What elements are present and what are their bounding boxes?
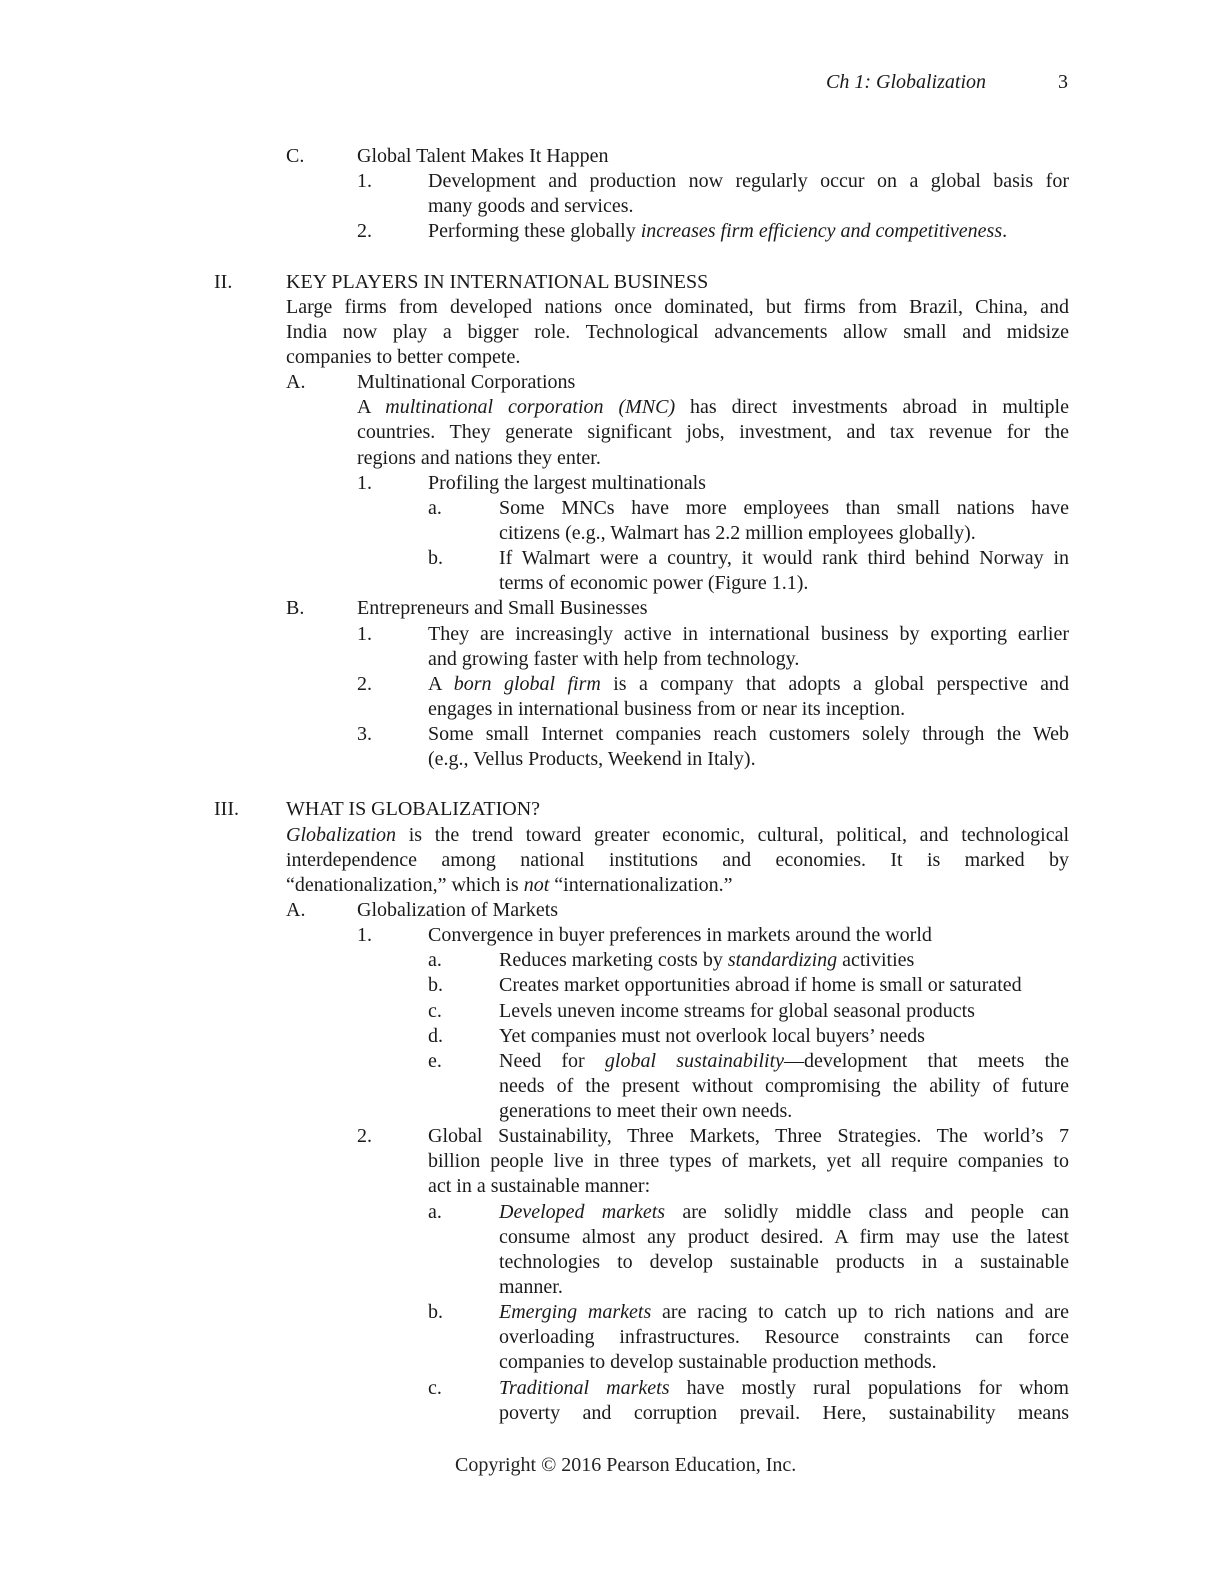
outline-heading bbox=[0, 370, 1224, 395]
item-text: are racing to catch up to rich nations and are bbox=[651, 1301, 1069, 1324]
list-item bbox=[0, 1300, 1224, 1325]
item-text: citizens (e.g., Walmart has 2.2 million employees globally). bbox=[499, 521, 976, 544]
paragraph-line bbox=[0, 823, 1224, 848]
item-text: (e.g., Vellus Products, Weekend in Italy). bbox=[428, 748, 756, 771]
list-item bbox=[0, 471, 1224, 496]
paragraph-text: regions and nations they enter. bbox=[357, 446, 601, 469]
list-item-cont bbox=[0, 1350, 1224, 1375]
outline-marker: e. bbox=[428, 1049, 442, 1072]
outline-marker: III. bbox=[214, 798, 239, 821]
outline-marker: 1. bbox=[357, 471, 372, 494]
item-text: companies to develop sustainable production methods. bbox=[499, 1351, 937, 1374]
outline-marker: 1. bbox=[357, 924, 372, 947]
outline-marker: 2. bbox=[357, 220, 372, 243]
item-text: Some small Internet companies reach customers solely through the Web bbox=[428, 723, 1069, 746]
heading-text: WHAT IS GLOBALIZATION? bbox=[286, 798, 541, 821]
emphasis-text: Emerging markets bbox=[499, 1301, 652, 1324]
list-item bbox=[0, 219, 1224, 244]
outline-marker: d. bbox=[428, 1024, 443, 1047]
outline-marker: 2. bbox=[357, 672, 372, 695]
list-item-cont bbox=[0, 194, 1224, 219]
item-text: . bbox=[1002, 220, 1008, 243]
outline-heading bbox=[0, 898, 1224, 923]
list-item-cont bbox=[0, 1250, 1224, 1275]
item-text: Levels uneven income streams for global seasonal products bbox=[499, 999, 975, 1022]
item-text: Convergence in buyer preferences in markets around the world bbox=[428, 924, 932, 947]
item-text: Profiling the largest multinationals bbox=[428, 471, 706, 494]
list-item bbox=[0, 999, 1224, 1024]
item-text: act in a sustainable manner: bbox=[428, 1175, 651, 1198]
paragraph-text: companies to better compete. bbox=[286, 345, 521, 368]
outline-marker: 3. bbox=[357, 723, 372, 746]
outline-marker: A. bbox=[286, 371, 306, 394]
copyright-footer bbox=[455, 1448, 855, 1476]
list-item bbox=[0, 672, 1224, 697]
emphasis-text: not bbox=[523, 873, 550, 896]
item-text: engages in international business from or near its inception. bbox=[428, 697, 906, 720]
item-text: Need for bbox=[499, 1049, 605, 1072]
list-item bbox=[0, 1049, 1224, 1074]
chapter-title: Ch 1: Globalization bbox=[826, 71, 987, 93]
list-item bbox=[0, 1376, 1224, 1401]
item-text: many goods and services. bbox=[428, 195, 634, 218]
item-text: Development and production now regularly occur on a global basis for bbox=[428, 170, 1069, 193]
emphasis-text: multinational corporation (MNC) bbox=[385, 396, 676, 419]
paragraph-text: A bbox=[357, 396, 386, 419]
list-item-cont bbox=[0, 747, 1224, 772]
emphasis-text: born global firm bbox=[453, 672, 601, 695]
outline-marker: c. bbox=[428, 999, 442, 1022]
item-text: They are increasingly active in international business by exporting earlier bbox=[428, 622, 1069, 645]
item-text: Global Sustainability, Three Markets, Three Strategies. The world’s 7 bbox=[428, 1125, 1069, 1148]
paragraph-text: “internationalization.” bbox=[549, 873, 733, 896]
running-header bbox=[0, 71, 1224, 99]
copyright-text: Copyright © 2016 Pearson Education, Inc. bbox=[455, 1454, 797, 1476]
list-item-cont bbox=[0, 1174, 1224, 1199]
outline-marker: c. bbox=[428, 1376, 442, 1399]
item-text: are solidly middle class and people can bbox=[665, 1200, 1070, 1223]
list-item-cont bbox=[0, 1149, 1224, 1174]
list-item bbox=[0, 546, 1224, 571]
outline-marker: a. bbox=[428, 949, 442, 972]
emphasis-text: Traditional markets bbox=[499, 1376, 670, 1399]
paragraph-text: Large firms from developed nations once dominated, but firms from Brazil, China, and bbox=[286, 295, 1069, 318]
item-text: A bbox=[428, 672, 454, 695]
outline-marker: b. bbox=[428, 547, 443, 570]
paragraph-text: India now play a bigger role. Technological advancements allow small and midsize bbox=[286, 320, 1069, 343]
outline-marker: 1. bbox=[357, 170, 372, 193]
emphasis-text: standardizing bbox=[727, 949, 838, 972]
list-item bbox=[0, 973, 1224, 998]
list-item-cont bbox=[0, 1401, 1224, 1426]
paragraph-line bbox=[0, 873, 1224, 898]
list-item-cont bbox=[0, 521, 1224, 546]
outline-heading bbox=[0, 144, 1224, 169]
paragraph-line bbox=[0, 345, 1224, 370]
item-text: and growing faster with help from technology. bbox=[428, 647, 800, 670]
emphasis-text: increases firm efficiency and competitiveness bbox=[640, 220, 1003, 243]
list-item-cont bbox=[0, 1325, 1224, 1350]
heading-text: Global Talent Makes It Happen bbox=[357, 145, 609, 167]
item-text: Yet companies must not overlook local buyers’ needs bbox=[499, 1024, 925, 1047]
outline-marker: II. bbox=[214, 270, 233, 293]
list-item bbox=[0, 1200, 1224, 1225]
list-item bbox=[0, 948, 1224, 973]
section-heading bbox=[0, 270, 1224, 295]
outline-marker: a. bbox=[428, 496, 442, 519]
outline-marker: a. bbox=[428, 1200, 442, 1223]
paragraph-text: countries. They generate significant jobs, investment, and tax revenue for the bbox=[357, 421, 1069, 444]
outline-marker: C. bbox=[286, 145, 305, 167]
list-item bbox=[0, 923, 1224, 948]
list-item bbox=[0, 496, 1224, 521]
paragraph-line bbox=[0, 295, 1224, 320]
heading-text: Multinational Corporations bbox=[357, 371, 576, 394]
outline-marker: 2. bbox=[357, 1125, 372, 1148]
item-text: activities bbox=[837, 949, 915, 972]
paragraph-text: “denationalization,” which is bbox=[286, 873, 524, 896]
heading-text: Globalization of Markets bbox=[357, 898, 559, 921]
list-item bbox=[0, 622, 1224, 647]
list-item-cont bbox=[0, 1099, 1224, 1124]
section-heading bbox=[0, 797, 1224, 822]
item-text: If Walmart were a country, it would rank third behind Norway in bbox=[499, 547, 1069, 570]
item-text: Reduces marketing costs by bbox=[499, 949, 728, 972]
list-item-cont bbox=[0, 1074, 1224, 1099]
list-item bbox=[0, 1024, 1224, 1049]
paragraph-line bbox=[0, 446, 1224, 471]
outline-marker: B. bbox=[286, 597, 305, 620]
item-text: Some MNCs have more employees than small nations have bbox=[499, 496, 1069, 519]
heading-text: Entrepreneurs and Small Businesses bbox=[357, 597, 648, 620]
item-text: needs of the present without compromising the ability of future bbox=[499, 1074, 1069, 1097]
paragraph-line bbox=[0, 395, 1224, 420]
paragraph-line bbox=[0, 420, 1224, 445]
paragraph-text: is the trend toward greater economic, cultural, political, and technological bbox=[396, 823, 1069, 846]
list-item-cont bbox=[0, 1225, 1224, 1250]
paragraph-line bbox=[0, 848, 1224, 873]
item-text: Performing these globally bbox=[428, 220, 641, 243]
outline-marker: b. bbox=[428, 974, 443, 997]
item-text: overloading infrastructures. Resource constraints can force bbox=[499, 1326, 1069, 1349]
emphasis-text: global sustainability bbox=[604, 1049, 785, 1072]
item-text: technologies to develop sustainable products in a sustainable bbox=[499, 1250, 1069, 1273]
emphasis-text: Globalization bbox=[286, 823, 397, 846]
list-item-cont bbox=[0, 647, 1224, 672]
item-text: is a company that adopts a global perspective and bbox=[600, 672, 1069, 695]
list-item bbox=[0, 169, 1224, 194]
list-item-cont bbox=[0, 1275, 1224, 1300]
outline-marker: 1. bbox=[357, 622, 372, 645]
outline-content bbox=[0, 144, 1224, 1426]
paragraph-line bbox=[0, 320, 1224, 345]
item-text: poverty and corruption prevail. Here, sustainability means bbox=[499, 1401, 1069, 1424]
outline-marker: A. bbox=[286, 898, 306, 921]
outline-marker: b. bbox=[428, 1301, 443, 1324]
paragraph-text: has direct investments abroad in multiple bbox=[675, 396, 1069, 419]
item-text: consume almost any product desired. A firm may use the latest bbox=[499, 1225, 1069, 1248]
item-text: generations to meet their own needs. bbox=[499, 1100, 793, 1123]
list-item bbox=[0, 722, 1224, 747]
list-item bbox=[0, 1124, 1224, 1149]
item-text: —development that meets the bbox=[784, 1049, 1070, 1072]
list-item-cont bbox=[0, 697, 1224, 722]
heading-text: KEY PLAYERS IN INTERNATIONAL BUSINESS bbox=[286, 270, 709, 293]
paragraph-text: interdependence among national institutions and economies. It is marked by bbox=[286, 848, 1069, 871]
item-text: Creates market opportunities abroad if home is small or saturated bbox=[499, 974, 1022, 997]
item-text: have mostly rural populations for whom bbox=[669, 1376, 1069, 1399]
item-text: billion people live in three types of markets, yet all require companies to bbox=[428, 1150, 1069, 1173]
item-text: manner. bbox=[499, 1276, 563, 1299]
item-text: terms of economic power (Figure 1.1). bbox=[499, 572, 809, 595]
list-item-cont bbox=[0, 571, 1224, 596]
emphasis-text: Developed markets bbox=[499, 1200, 666, 1223]
page-number: 3 bbox=[1058, 71, 1068, 93]
outline-heading bbox=[0, 596, 1224, 621]
